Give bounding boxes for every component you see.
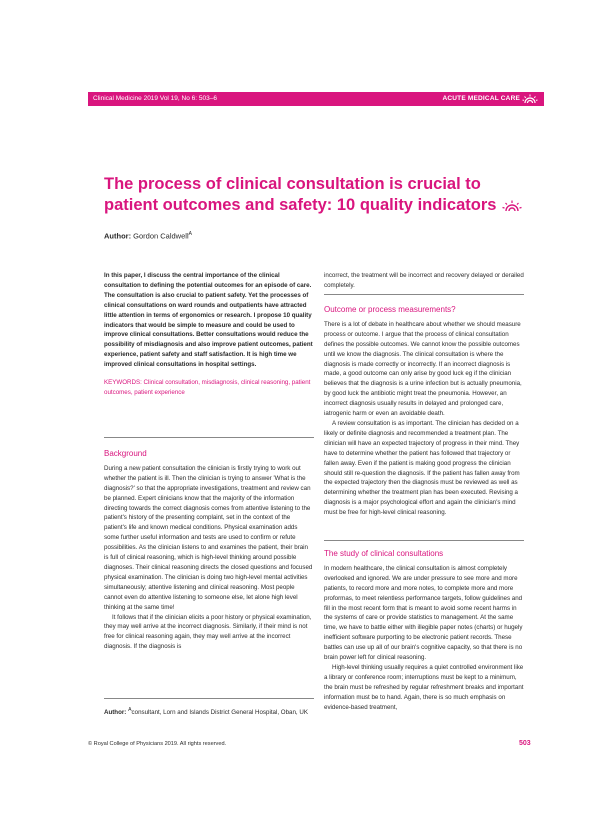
study-section bbox=[324, 549, 524, 713]
journal-citation: Clinical Medicine 2019 Vol 19, No 6: 503–6 bbox=[93, 95, 217, 102]
section-heading-study: The study of clinical consultations bbox=[324, 549, 444, 558]
journal-header-bar bbox=[88, 92, 544, 106]
keywords-label: KEYWORDS: bbox=[104, 379, 142, 387]
background-section bbox=[104, 449, 314, 652]
outcome-paragraph-2: A review consultation is as important. The clinician has decided on a likely or definite diagnosis and recommended a treatment plan. The clinician will have an expected trajectory of progress in their mind. They have to determine whether the patient has followed that trajectory or fallen away. Even if the patient is making good progress the clinician should still re-question the diagnosis. If the patient has fallen away from the expected trajectory then the diagnosis must be reviewed as well as determining whether the treatment plan has been executed. Revising a diagnosis is a major psychological effort and again the clinician's mind must be free for high-level clinical reasoning. bbox=[324, 419, 520, 517]
divider bbox=[104, 698, 314, 699]
author-footnote-mark: A bbox=[128, 707, 132, 713]
author-footnote-label: Author: bbox=[104, 709, 127, 717]
author-line bbox=[104, 231, 192, 241]
author-name: Gordon Caldwell bbox=[131, 231, 189, 241]
sunrise-icon bbox=[522, 94, 538, 110]
divider bbox=[324, 540, 524, 541]
section-heading-background: Background bbox=[104, 449, 147, 458]
article-title-text: The process of clinical consultation is crucial to patient outcomes and safety: 10 quality indicators bbox=[104, 175, 497, 214]
study-paragraph-2: High-level thinking usually requires a quiet controlled environment like a library or conference room; interruptions must be kept to a minimum, the brain must be refreshed by regular refreshment breaks and important information must be to hand. Again, there is so much emphasis on evidence-based treatment, bbox=[324, 663, 524, 711]
author-label: Author: bbox=[104, 231, 132, 241]
background-paragraph-2: It follows that if the clinician elicits a poor history or physical examination, they may well arrive at the incorrect diagnosis. Similarly, if their mind is not free for clinical reasoning again, they may well arrive at the incorrect diagnosis. If the diagnosis is bbox=[104, 613, 312, 651]
article-title bbox=[104, 174, 524, 218]
abstract: In this paper, I discuss the central importance of the clinical consultation to defining the potential outcomes for an episode of care. The consultation is also crucial to patient safety. Yet the processes of clinical consultations on ward rounds and outpatients have attracted little attention in terms of ergonomics or research. I propose 10 quality indicators that would be simple to measure and could be used to improve clinical consultations. Better consultations would reduce the possibility of misdiagnosis and also improve patient outcomes, patient experience, patient safety and staff satisfaction. It is high time we improved clinical consultations in hospital settings. bbox=[104, 272, 313, 369]
continued-paragraph: incorrect, the treatment will be incorrect and recovery delayed or derailed completely. bbox=[324, 272, 524, 289]
author-affiliation-mark: A bbox=[188, 231, 192, 237]
page-number: 503 bbox=[519, 740, 531, 747]
divider bbox=[324, 294, 524, 295]
section-label: ACUTE MEDICAL CARE bbox=[442, 95, 520, 102]
sunrise-icon bbox=[502, 197, 522, 218]
background-paragraph-1: During a new patient consultation the clinician is firstly trying to work out whether the patient is ill. Then the clinician is trying to answer 'What is the diagnosis?' so that the appropriate investigations, treatment and review can be planned. Expert clinicians know that the majority of the information directing towards the correct diagnosis comes from attentive listening to the patient's history of the presenting complaint, set in the context of the patient's life and known medical conditions. Physical examination adds some further useful information and tests are used to confirm or refute possibilities. As the clinician listens to and examines the patient, their brain is full of clinical reasoning, which is high-level thinking around possible diagnoses. Their clinical reasoning directs the closed questions and focused physical examination. The clinician is doing two high-level mental activities simultaneously; attentive listening and clinical reasoning. Most people cannot even do attentive listening to someone else, let alone high level thinking at the same time! bbox=[104, 464, 313, 611]
left-column bbox=[104, 271, 314, 398]
section-heading-outcome: Outcome or process measurements? bbox=[324, 305, 456, 314]
keywords-value: Clinical consultation, misdiagnosis, clinical reasoning, patient outcomes, patient experience bbox=[104, 379, 311, 396]
study-paragraph-1: In modern healthcare, the clinical consultation is almost completely overlooked and ignored. We are under pressure to see more and more patients, to record more and more notes, to complete more and more proformas, to meet relentless performance targets, follow guidelines and fill in the most recent form that is meant to avoid some recent harms in the systems of care or provide statistics to management. At the same time, we have to battle either with illegible paper notes (charts) or hugely inefficient software purporting to be electronic patient records. These battles can use up all of our brain's cognitive capacity, so that there is no brain power left for clinical reasoning. bbox=[324, 564, 523, 662]
right-column bbox=[324, 271, 524, 291]
author-footnote bbox=[104, 706, 314, 717]
outcome-section bbox=[324, 305, 524, 518]
copyright-notice: © Royal College of Physicians 2019. All rights reserved. bbox=[88, 741, 227, 747]
author-footnote-text: consultant, Lorn and Islands District General Hospital, Oban, UK bbox=[131, 709, 308, 717]
divider bbox=[104, 437, 314, 438]
outcome-paragraph-1: There is a lot of debate in healthcare about whether we should measure process or outcome. I argue that the process of clinical consultation defines the possible outcomes. We cannot know the possible outcomes until we know the diagnosis. The clinical consultation is where the diagnosis is made correctly or incorrectly. If an incorrect diagnosis is made, a good outcome can only arise by good luck eg if the clinician believes that the diagnosis is a urine infection but is actually pneumonia, by good luck the antibiotic might treat the pneumonia. However, an incorrect diagnosis usually results in delayed and prolonged care, iatrogenic harm or even an avoidable death. bbox=[324, 320, 522, 418]
keywords bbox=[104, 378, 314, 398]
